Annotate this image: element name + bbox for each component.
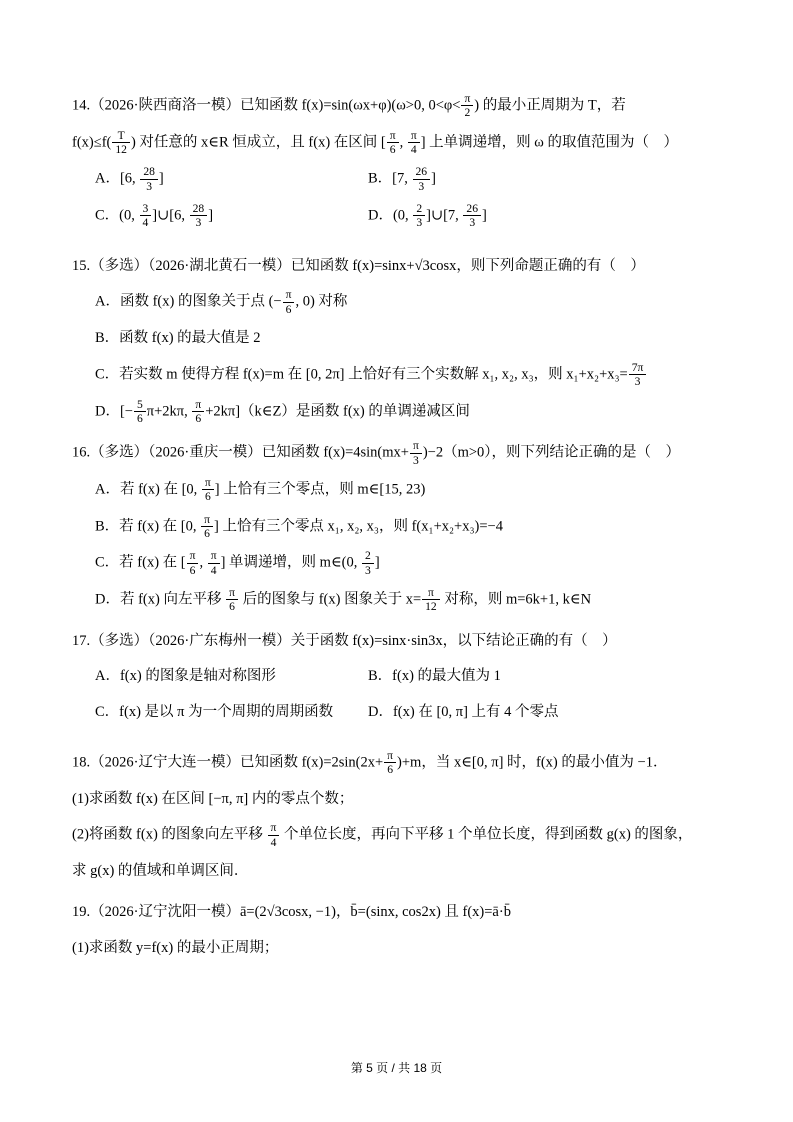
question-15-option-c: C．若实数 m 使得方程 f(x)=m 在 [0, 2π] 上恰好有三个实数解 x₁, x₂, x₃，则 x₁+x₂+x₃= $\frac{7\pi}{3}$ xyxy=(72,361,723,389)
question-14-stem-line-1: 14.（2026·陕西商洛一模）已知函数 f(x)=sin(ωx+φ)(ω>0, 0<φ< $\frac{\pi}{2}$ ) 的最小正周期为 T，若 xyxy=(72,92,626,120)
question-15-stem-line-1: 15.（多选）（2026·湖北黄石一模）已知函数 f(x)=sinx+√3cosx，则下列命题正确的有（ ） xyxy=(72,257,645,274)
question-15-option-a: A．函数 f(x) 的图象关于点 (− $\frac{\pi}{6}$ , 0) 对称 xyxy=(95,288,348,316)
question-16-option-a: A．若 f(x) 在 [0, $\frac{\pi}{6}$ ] 上恰有三个零点，则 m∈[15, 23) xyxy=(95,475,426,504)
question-14-option-b: B．[7, $\frac{26}{3}$ ] xyxy=(368,165,436,193)
question-17-option-c: C．f(x) 是以 π 为一个周期的周期函数 xyxy=(95,704,334,721)
question-15-option-b: B．函数 f(x) 的最大值是 2 xyxy=(95,330,261,347)
question-17-options xyxy=(72,663,723,735)
question-19-stem-line-1: 19.（2026·辽宁沈阳一模）ā=(2√3cosx, −1)，b̄=(sinx, cos2x) 且 f(x)=ā·b̄ xyxy=(72,903,511,920)
page-number-footer: 第 5 页 / 共 18 页 xyxy=(350,1061,443,1075)
question-18-part-2-cont: 求 g(x) 的值域和单调区间． xyxy=(72,863,249,880)
question-14-option-a: A．[6, $\frac{28}{3}$ ] xyxy=(95,165,164,193)
question-14 xyxy=(72,92,723,239)
question-18-part-1: (1)求函数 f(x) 在区间 [−π, π] 内的零点个数； xyxy=(72,790,354,807)
question-14-stem-line-2: f(x)≤f( $\frac{T}{12}$ ) 对任意的 x∈R 恒成立，且 f(x) 在区间 [ $\frac{\pi}{6}$ , $\frac{\pi}{4}$ ] 上单调递增，则 ω 的取值范围为（ ） xyxy=(72,128,678,156)
question-19-part-1: (1)求函数 y=f(x) 的最小正周期； xyxy=(72,939,279,956)
question-16-option-d: D．若 f(x) 向左平移 $\frac{\pi}{6}$ 后的图象与 f(x) 图象关于 x= $\frac{\pi}{12}$ 对称，则 m=6k+1, k∈N xyxy=(95,585,592,614)
question-16-option-b: B．若 f(x) 在 [0, $\frac{\pi}{6}$ ] 上恰有三个零点 x₁, x₂, x₃，则 f(x₁+x₂+x₃)=−4 xyxy=(95,512,503,540)
question-15 xyxy=(72,253,723,426)
question-19 xyxy=(72,899,723,962)
question-17-option-b: B．f(x) 的最大值为 1 xyxy=(368,668,501,685)
question-17-stem-line-1: 17.（多选）（2026·广东梅州一模）关于函数 f(x)=sinx·sin3x，以下结论正确的有（ ） xyxy=(72,632,617,649)
question-18-stem-line-1: 18.（2026·辽宁大连一模）已知函数 f(x)=2sin(2x+ $\frac{\pi}{6}$ )+m，当 x∈[0, π] 时，f(x) 的最小值为 −1． xyxy=(72,748,668,777)
question-14-option-d: D．(0, $\frac{2}{3}$ ]∪[7, $\frac{26}{3}$ ] xyxy=(368,201,487,230)
question-16-stem-line-1: 16.（多选）（2026·重庆一模）已知函数 f(x)=4sin(mx+ $\frac{\pi}{3}$ )−2（m>0），则下列结论正确的是（ ） xyxy=(72,439,681,467)
question-18 xyxy=(72,749,723,885)
question-16 xyxy=(72,439,723,613)
question-15-option-d: D．[− $\frac{5}{6}$ π+2kπ, $\frac{\pi}{6}$ +2kπ]（k∈Z）是函数 f(x) 的单调递减区间 xyxy=(95,397,470,425)
question-17-option-a: A．f(x) 的图象是轴对称图形 xyxy=(95,668,276,685)
question-17-option-d: D．f(x) 在 [0, π] 上有 4 个零点 xyxy=(368,704,559,721)
question-18-part-2: (2)将函数 f(x) 的图象向左平移 $\frac{\pi}{4}$ 个单位长度，再向下平移 1 个单位长度，得到函数 g(x) 的图象， xyxy=(72,821,693,849)
question-15-options xyxy=(72,288,723,425)
question-16-option-c: C．若 f(x) 在 [ $\frac{\pi}{6}$ , $\frac{\pi}{4}$ ] 单调递增，则 m∈(0, $\frac{2}{3}$ ] xyxy=(95,549,380,577)
question-17 xyxy=(72,628,723,735)
question-14-options xyxy=(72,165,723,238)
question-14-option-c: C．(0, $\frac{3}{4}$ ]∪[6, $\frac{28}{3}$ ] xyxy=(95,201,214,230)
question-16-options xyxy=(72,476,723,614)
